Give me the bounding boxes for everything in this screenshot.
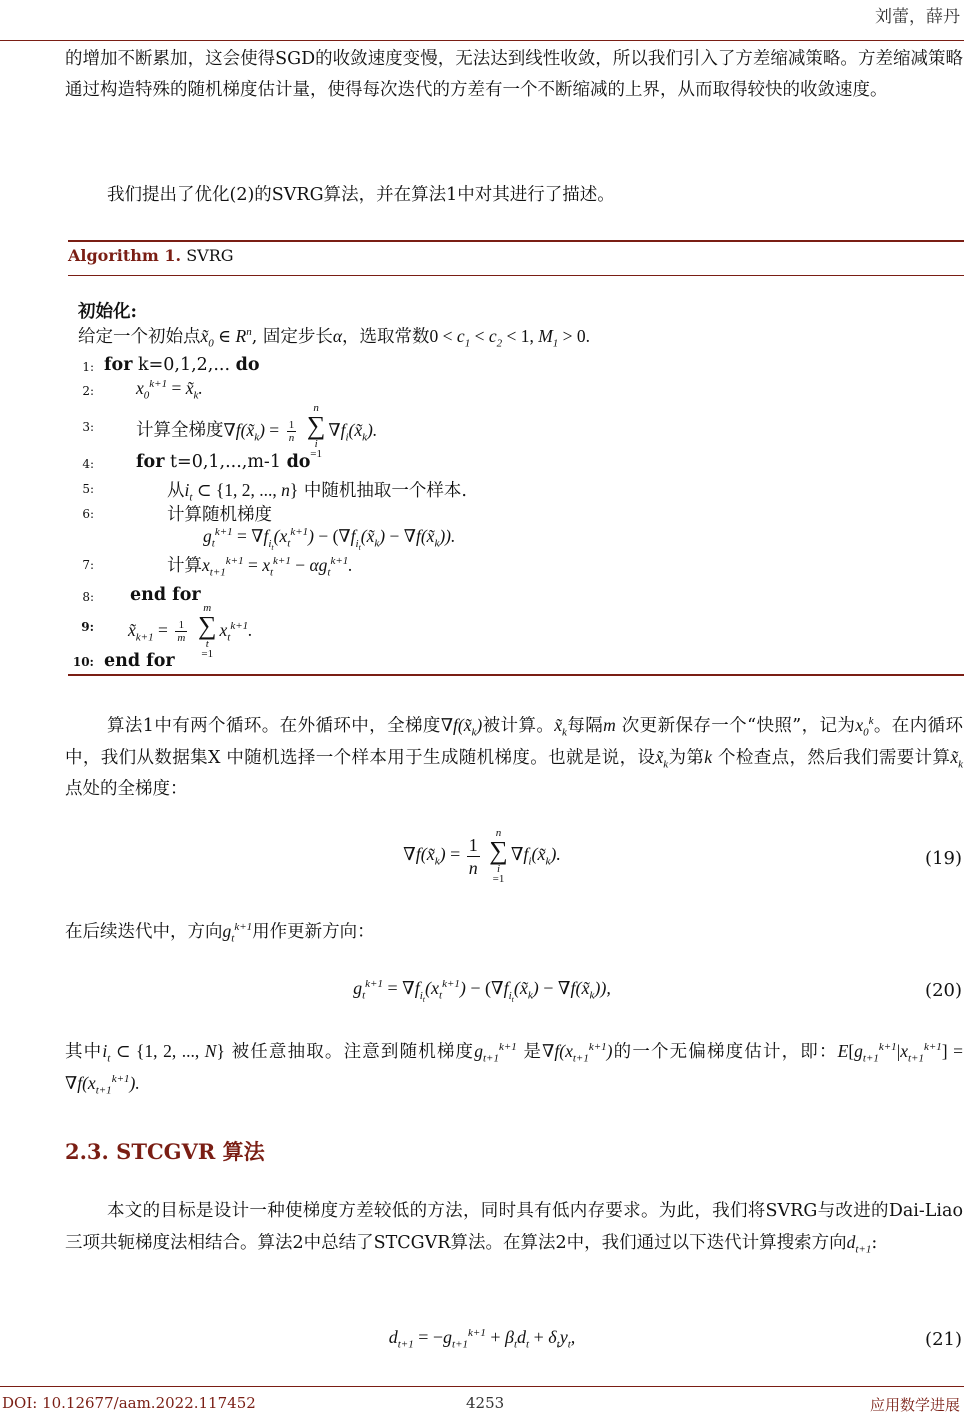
algorithm-top-rule: [68, 240, 964, 242]
algorithm-line-number: 3:: [82, 420, 94, 434]
algorithm-line-6-formula: $g_t^{k+1} = \nabla f_{i_t}(x_t^{k+1})$ − ($\nabla f_{i_t}(x̃_k)$ − $\nabla f(x̃_k)$).: [203, 526, 456, 552]
equation-19: $\nabla f(x̃_k)$ = $\frac{1}{n}$ n ∑ i =1 $\nabla f_i(x̃_k)$.: [403, 827, 561, 885]
equation-20-number: (20): [925, 980, 962, 1001]
footer-journal-name: 应用数学进展: [869, 1396, 960, 1414]
algorithm-line-2: $x_0^{k+1}$ = $x̃_k$.: [136, 378, 203, 402]
body-paragraph-5: 其中$i_t$ ⊂ {1, 2, ..., N} 被任意抽取。注意到随机梯度$g_{t+1}^{k+1}$ 是$\nabla f(x_{t+1}^{k+1})$的一个无偏梯度估计，即：$E[g_{t+1}^{k+1}|x_{t+1}^{k+1}] = \nabla f(x_{t+1}^{k+1})$.: [65, 1041, 964, 1097]
algorithm-line-9: $x̃_{k+1}$ = $\frac{1}{m}$ m ∑ t =1 $x_t^{k+1}$.: [128, 602, 253, 660]
body-paragraph-4: 在后续迭代中，方向$g_t^{k+1}$用作更新方向：: [65, 921, 375, 945]
algorithm-line-5: 从$i_t$ ⊂ {1, 2, ..., n} 中随机抽取一个样本.: [167, 480, 467, 504]
running-header-authors: 刘蕾，薛丹: [875, 7, 960, 27]
algorithm-line-4: for t=0,1,...,m-1 do: [136, 452, 311, 472]
algorithm-line-number: 1:: [82, 360, 94, 374]
algorithm-line-number: 2:: [82, 384, 94, 398]
body-paragraph-3: 算法1中有两个循环。在外循环中，全梯度$\nabla f(x̃_k)$被计算。$x̃_k$每隔m 次更新保存一个“快照”，记为$x_0^k$。在内循环中，我们从数据集X 中随机选择一个样本用于生成随机梯度。也就是说，设$x̃_k$为第k 个检查点，然后我们需要计算$x̃_k$ 点处的全梯度：: [65, 715, 964, 799]
algorithm-line-7: 计算$x_{t+1}^{k+1} = x_t^{k+1} - \alpha g_t^{k+1}$.: [167, 555, 353, 579]
footer-page-number: 4253: [466, 1394, 505, 1412]
algorithm-caption-title: SVRG: [186, 246, 234, 265]
header-rule: [0, 40, 964, 41]
algorithm-line-number: 7:: [82, 558, 94, 572]
equation-21: $d_{t+1} = -g_{t+1}^{k+1} + \beta_td_t + \delta_ty_t$,: [388, 1327, 576, 1351]
footer-doi: DOI: 10.12677/aam.2022.117452: [2, 1394, 256, 1412]
body-paragraph-6: 本文的目标是设计一种使梯度方差较低的方法，同时具有低内存要求。为此，我们将SVRG与改进的Dai-Liao三项共轭梯度法相结合。算法2中总结了STCGVR算法。在算法2中，我们通过以下迭代计算搜索方向$d_{t+1}$:: [65, 1201, 963, 1256]
algorithm-line-number: 6:: [82, 507, 94, 521]
algorithm-mid-rule: [68, 275, 964, 276]
algorithm-line-number: 8:: [82, 590, 94, 604]
section-heading: 2.3. STCGVR 算法: [65, 1139, 265, 1164]
algorithm-caption: [68, 246, 234, 265]
algorithm-line-3: 计算全梯度$\nabla f(x̃_k)$ = $\frac{1}{n}$ n ∑ i =1 $\nabla f_i(x̃_k)$.: [136, 402, 378, 460]
algorithm-line-number: 4:: [82, 457, 94, 471]
footer-rule: [0, 1386, 964, 1387]
algorithm-line-1: for k=0,1,2,... do: [104, 355, 260, 375]
equation-19-number: (19): [925, 848, 962, 869]
algorithm-caption-label: Algorithm 1.: [68, 246, 182, 265]
algorithm-line-number: 10:: [72, 655, 94, 669]
algorithm-bottom-rule: [68, 674, 964, 676]
algorithm-line-8: end for: [130, 585, 201, 605]
algorithm-line-10: end for: [104, 651, 175, 671]
equation-21-number: (21): [925, 1329, 962, 1350]
algorithm-line-number: 9:: [81, 620, 94, 634]
equation-20: $g_t^{k+1} = \nabla f_{i_t}(x_t^{k+1})$ − ($\nabla f_{i_t}(x̃_k)$ − $\nabla f(x̃_k)$),: [353, 978, 611, 1004]
intro-paragraph-2: 我们提出了优化(2)的SVRG算法，并在算法1中对其进行了描述。: [107, 185, 615, 205]
algorithm-init-heading: 初始化:: [78, 302, 137, 322]
intro-paragraph-1: 的增加不断累加，这会使得SGD的收敛速度变慢，无法达到线性收敛，所以我们引入了方差缩减策略。方差缩减策略通过构造特殊的随机梯度估计量，使得每次迭代的方差有一个不断缩减的上界，从而取得较快的收敛速度。: [65, 49, 963, 100]
algorithm-init-line: 给定一个初始点$x̃_0$ ∈ $R^n$, 固定步长α，选取常数$0 < c_1 < c_2 < 1$, $M_1 > 0$.: [78, 326, 591, 350]
algorithm-line-6: 计算随机梯度: [167, 505, 272, 525]
algorithm-line-number: 5:: [82, 482, 94, 496]
